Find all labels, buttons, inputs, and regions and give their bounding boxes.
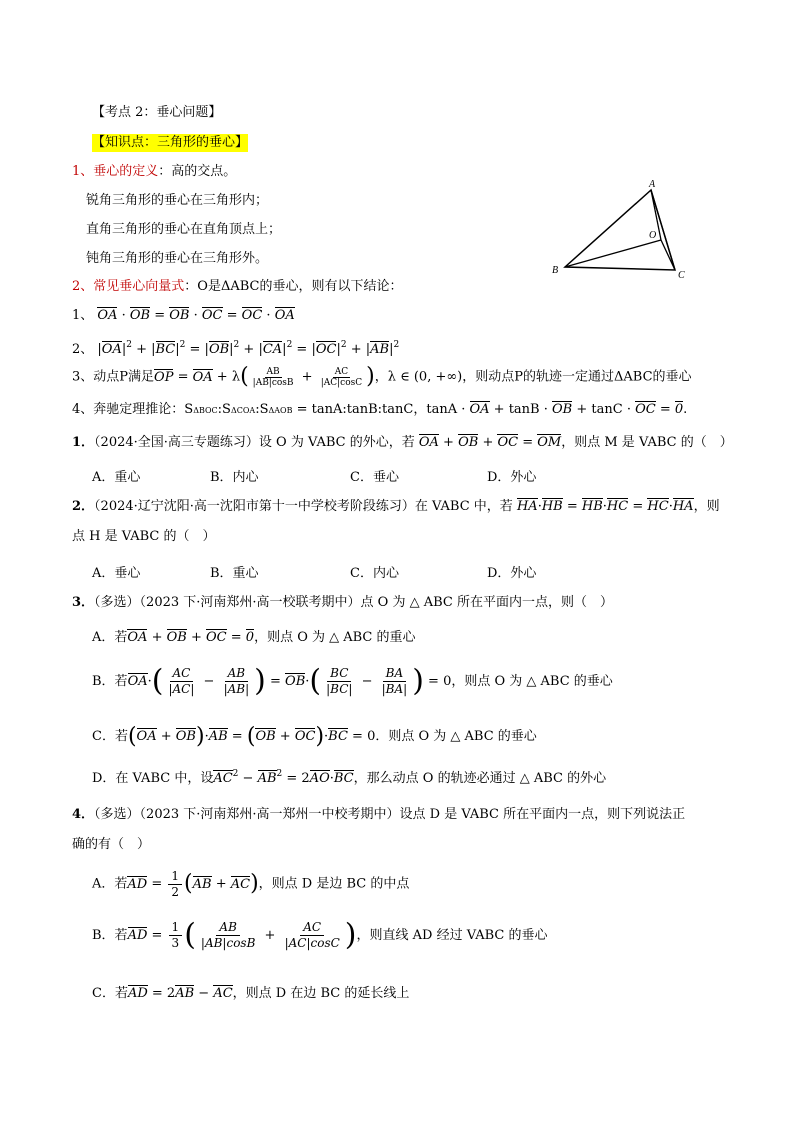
vertex-label-a: A	[649, 179, 656, 190]
conclusion-num: 3、	[72, 369, 94, 385]
option-c[interactable]: C．若(OA + OB)·AB = (OB + OC)·BC = 0．则点 O 为 △ ABC 的垂心	[92, 724, 537, 749]
question-num: 2．	[72, 499, 95, 514]
conclusion-1: 1、 OA · OB = OB · OC = OC · OA	[72, 308, 295, 323]
option-a[interactable]: A．垂心	[92, 566, 141, 581]
question-4-line2: 确的有（ ）	[72, 837, 151, 852]
knowledge-title: 【知识点：三角形的垂心】	[92, 135, 249, 150]
question-num: 1．	[72, 435, 95, 450]
option-a[interactable]: A．若OA + OB + OC = 0，则点 O 为 △ ABC 的重心	[92, 630, 416, 645]
question-stem: 设点 D 是 VABC 所在平面内一点，则下列说法正	[399, 807, 686, 822]
question-source: （2024·辽宁沈阳·高一沈阳市第十一中学校考阶段练习）	[94, 499, 415, 514]
question-num: 3．	[72, 595, 95, 610]
vector-intro-num: 2、	[72, 279, 94, 294]
option-c[interactable]: C．内心	[350, 566, 399, 581]
conclusion-num: 4、	[72, 402, 94, 417]
question-2-line2: 点 H 是 VABC 的（ ）	[72, 529, 216, 544]
conclusion-2: 2、 $|OA|^2 + |BC|^2 = |OB|^2 + |CA|^2 = |OC|^2 + |AB|^2$	[72, 340, 400, 357]
definition-item: 钝角三角形的垂心在三角形外。	[86, 251, 269, 266]
conclusion-4-rest: = tanA:tanB:tanC，tanA ·	[296, 402, 466, 417]
question-stem: 点 O 为 △ ABC 所在平面内一点，则（ ）	[360, 595, 613, 610]
question-4-stem	[72, 806, 685, 824]
question-2-stem: 2．（2024·辽宁沈阳·高一沈阳市第十一中学校考阶段练习）在 VABC 中，若 HA·HB = HB·HC = HC·HA，则	[72, 499, 720, 514]
vertex-label-c: C	[678, 270, 685, 281]
option-b[interactable]: B．内心	[210, 470, 259, 485]
option-c[interactable]: C．垂心	[350, 470, 399, 485]
option-d[interactable]: D．外心	[487, 470, 537, 485]
option-c[interactable]: C．若AD = 2AB − AC，则点 D 在边 BC 的延长线上	[92, 986, 410, 1001]
conclusion-4-text: 奔驰定理推论：S	[93, 402, 194, 417]
definition-text: ：高的交点。	[158, 164, 237, 179]
vector-intro-term: 常见垂心向量式	[93, 279, 185, 294]
question-stem-end: ，则	[693, 499, 720, 514]
definition-line	[72, 163, 236, 181]
question-stem: 在 VABC 中，若	[414, 499, 513, 514]
question-3-stem	[72, 594, 613, 612]
option-b[interactable]: B．重心	[210, 566, 259, 581]
option-a[interactable]: A．重心	[92, 470, 141, 485]
question-stem: 设 O 为 VABC 的外心，若	[258, 435, 415, 450]
conclusion-num: 1、	[72, 308, 94, 323]
option-b[interactable]: B．若OA·( $\frac{AC}{|AC|}$ − $\frac{AB}{|AB|}$ ) = OB·( $\frac{BC}{|BC|}$ − $\frac{BA}{|BA|}$ ) = 0，则点 O 为 △ ABC 的垂心	[92, 663, 613, 699]
definition-term: 垂心的定义	[93, 164, 159, 179]
definition-num: 1、	[72, 164, 94, 179]
option-d[interactable]: D．外心	[487, 566, 537, 581]
question-stem-end: ，则点 M 是 VABC 的（ ）	[561, 435, 733, 450]
question-1-stem: 1．（2024·全国·高三专题练习）设 O 为 VABC 的外心，若 OA + OB + OC = OM，则点 M 是 VABC 的（ ）	[72, 435, 733, 450]
conclusion-4: 4、奔驰定理推论：SΔBOC:SΔCOA:SΔAOB = tanA:tanB:tanC，tanA · OA + tanB · OB + tanC · OC = 0.	[72, 402, 688, 417]
option-a[interactable]: A．若AD = $\frac{1}{2}$ (AB + AC)，则点 D 是边 BC 的中点	[92, 868, 410, 899]
definition-item: 锐角三角形的垂心在三角形内；	[86, 193, 269, 208]
question-source: （2024·全国·高三专题练习）	[94, 435, 259, 450]
question-num: 4．	[72, 807, 95, 822]
vector-intro-text: ：O是ΔABC的垂心，则有以下结论：	[184, 279, 403, 294]
orthocenter-triangle-diagram	[545, 175, 695, 285]
definition-item: 直角三角形的垂心在直角顶点上；	[86, 222, 282, 237]
option-d[interactable]: D．在 VABC 中，设$AC^2 - AB^2 = 2AO\cdot BC$，那么动点 O 的轨迹必通过 △ ABC 的外心	[92, 769, 607, 786]
vertex-label-b: B	[552, 265, 559, 276]
option-b[interactable]: B．若AD = $\frac{1}{3}$ ( $\frac{AB}{|AB|\cos B}$ + $\frac{AC}{|AC|\cos C}$ )，则直线 AD 经过 VABC 的垂心	[92, 917, 548, 953]
vector-intro-line	[72, 278, 402, 296]
conclusion-num: 2、	[72, 342, 94, 357]
section-title: 【考点 2：垂心问题】	[92, 105, 222, 120]
question-source: （多选）（2023 下·河南郑州·高一郑州一中校考期中）	[94, 807, 400, 822]
vertex-label-o: O	[649, 230, 657, 241]
conclusion-3-prefix: 动点P满足	[93, 369, 155, 385]
conclusion-3: 3、动点P满足OP = OA + λ( $\frac{AB}{|AB|\cos B}$ + $\frac{AC}{|AC|\cos C}$ )，λ ∈ (0, +∞)，则动点P的轨迹一定通过ΔABC的垂心	[72, 364, 692, 389]
question-source: （多选）（2023 下·河南郑州·高一校联考期中）	[94, 595, 361, 610]
conclusion-3-suffix: ，λ ∈ (0, +∞)，则动点P的轨迹一定通过ΔABC的垂心	[374, 369, 692, 385]
